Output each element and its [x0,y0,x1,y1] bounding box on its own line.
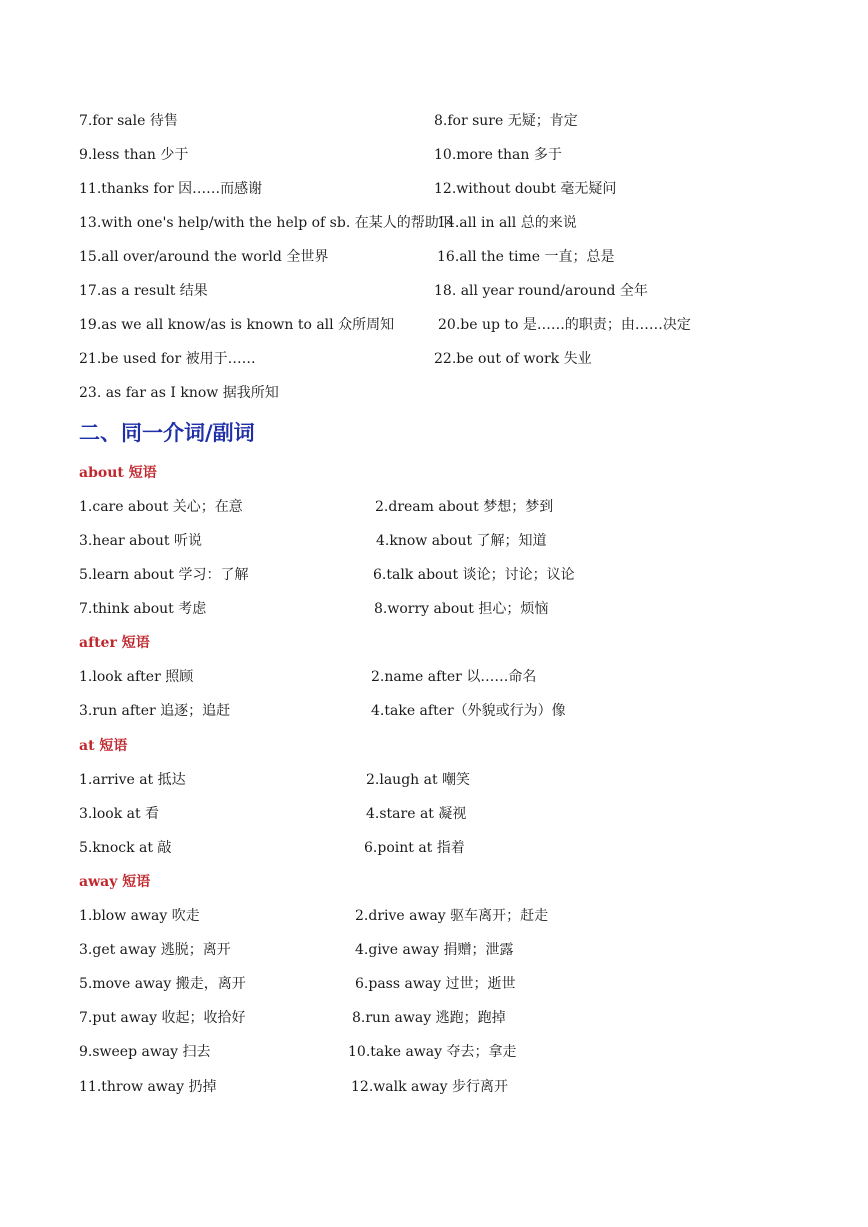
phrase-item: 21.be used for 被用于…… [79,351,256,367]
phrase-item: 5.move away 搬走，离开 [79,976,246,992]
phrase-item: 4.take after（外貌或行为）像 [371,703,566,719]
phrase-row [79,1075,828,1099]
phrase-row [79,495,828,519]
phrase-row [79,768,828,792]
phrase-item: 7.think about 考虑 [79,601,207,617]
phrase-row [79,938,828,962]
phrase-item: 10.more than 多于 [434,147,562,163]
phrase-item: 1.blow away 吹走 [79,908,200,924]
phrase-item: 11.throw away 扔掉 [79,1079,217,1095]
phrase-item: 9.sweep away 扫去 [79,1044,211,1060]
phrase-item: 11.thanks for 因……而感谢 [79,181,263,197]
phrase-item: 3.get away 逃脱；离开 [79,942,231,958]
phrase-row [79,665,828,689]
phrase-item: 17.as a result 结果 [79,283,208,299]
phrase-item: 2.name after 以……命名 [371,669,537,685]
phrase-item: 5.knock at 敲 [79,840,172,856]
phrase-item: 2.laugh at 嘲笑 [366,772,471,788]
phrase-row [79,597,828,621]
phrase-item: 3.run after 追逐；追赶 [79,703,231,719]
phrase-item: 8.run away 逃跑；跑掉 [352,1010,506,1026]
phrase-item: 8.worry about 担心；烦恼 [374,601,549,617]
phrase-item: 15.all over/around the world 全世界 [79,249,329,265]
phrase-row [79,279,828,303]
phrase-item: 7.put away 收起；收拾好 [79,1010,246,1026]
phrase-row [79,245,828,269]
group-title-after: after 短语 [79,635,150,651]
phrase-row [79,699,828,723]
phrase-item: 3.look at 看 [79,806,160,822]
group-title-at: at 短语 [79,738,128,754]
phrase-row [79,109,828,133]
phrase-item: 6.pass away 过世；逝世 [355,976,516,992]
phrase-row [79,529,828,553]
phrase-row [79,313,828,337]
phrase-item: 13.with one's help/with the help of sb. 在某人的帮助下 [79,215,453,231]
phrase-item: 1.care about 关心；在意 [79,499,243,515]
phrase-row [79,381,828,405]
phrase-row [79,563,828,587]
phrase-item: 16.all the time 一直；总是 [437,249,615,265]
phrase-row [79,836,828,860]
phrase-item: 5.learn about 学习：了解 [79,567,249,583]
phrase-item: 14.all in all 总的来说 [437,215,577,231]
group-title-about: about 短语 [79,465,157,481]
section-title: 二、同一介词/副词 [79,421,255,445]
phrase-item: 1.arrive at 抵达 [79,772,186,788]
phrase-row [79,347,828,371]
phrase-item: 10.take away 夺去；拿走 [348,1044,517,1060]
phrase-row [79,143,828,167]
phrase-item: 4.give away 捐赠；泄露 [355,942,514,958]
phrase-item: 12.walk away 步行离开 [351,1079,509,1095]
phrase-item: 22.be out of work 失业 [434,351,592,367]
phrase-row [79,904,828,928]
phrase-item: 19.as we all know/as is known to all 众所周知 [79,317,395,333]
phrase-item: 20.be up to 是……的职责；由……决定 [438,317,691,333]
phrase-row [79,972,828,996]
phrase-row [79,1006,828,1030]
phrase-row [79,211,828,235]
group-title-away: away 短语 [79,874,151,890]
phrase-row [79,802,828,826]
phrase-row [79,1040,828,1064]
phrase-item: 4.know about 了解；知道 [376,533,547,549]
phrase-item: 3.hear about 听说 [79,533,202,549]
phrase-item: 1.look after 照顾 [79,669,194,685]
phrase-item: 4.stare at 凝视 [366,806,467,822]
phrase-item: 18. all year round/around 全年 [434,283,648,299]
phrase-item: 6.talk about 谈论；讨论；议论 [373,567,575,583]
phrase-item: 8.for sure 无疑；肯定 [434,113,578,129]
phrase-item: 6.point at 指着 [364,840,465,856]
phrase-item: 2.dream about 梦想；梦到 [375,499,554,515]
phrase-row [79,177,828,201]
phrase-item: 7.for sale 待售 [79,113,178,129]
phrase-item: 9.less than 少于 [79,147,189,163]
phrase-item: 23. as far as I know 据我所知 [79,385,279,401]
phrase-item: 2.drive away 驱车离开；赶走 [355,908,549,924]
phrase-item: 12.without doubt 毫无疑问 [434,181,617,197]
